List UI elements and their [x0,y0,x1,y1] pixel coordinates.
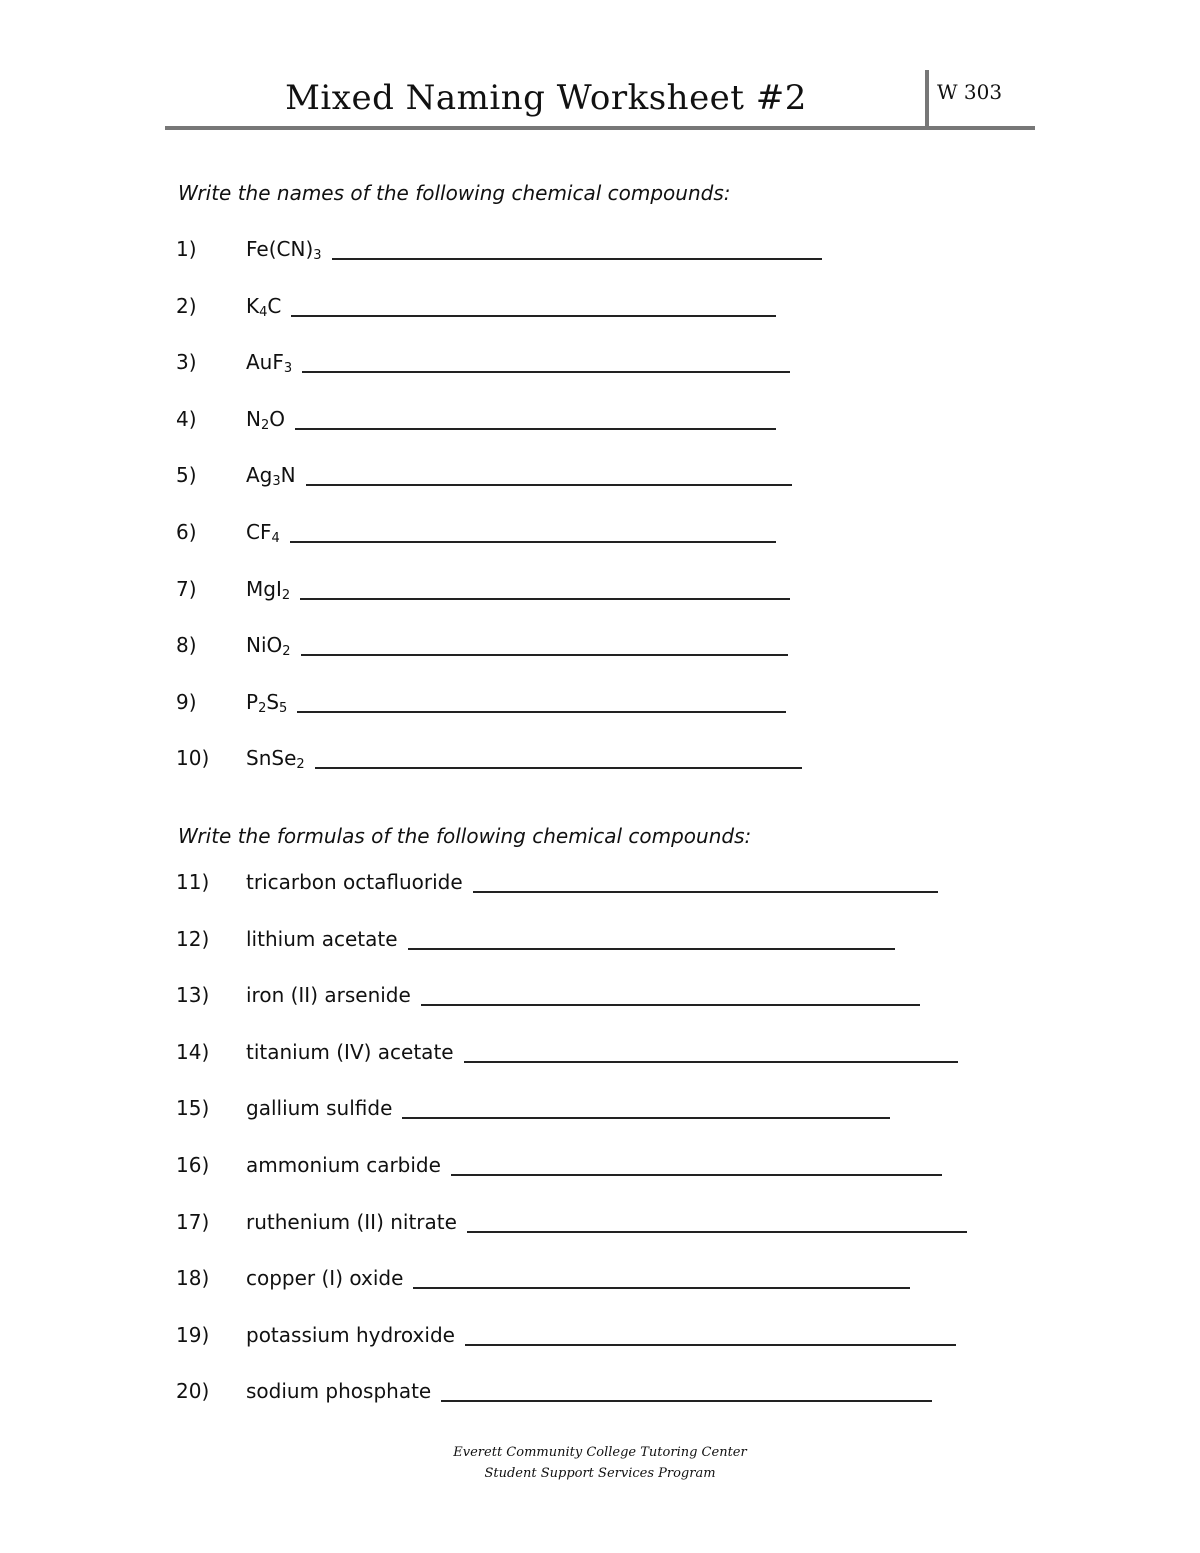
question-item [176,1150,996,1180]
question-item [176,460,996,490]
question-item [176,924,996,954]
question-item [176,743,996,773]
question-item [176,574,996,604]
question-prompt: $N_2O$ [246,406,285,433]
question-item [176,1207,996,1237]
question-number: 5) [176,463,197,488]
question-item [176,1320,996,1350]
question-number: 7) [176,576,197,601]
question-prompt: $CF_4$ [246,520,280,546]
header-divider-horizontal [165,126,1035,130]
answer-blank[interactable] [302,371,790,373]
question-prompt: $Fe(CN)_3$ [246,237,322,263]
question-number: 11) [176,870,210,894]
question-prompt: sodium phosphate [246,1379,432,1404]
answer-blank[interactable] [306,484,792,486]
question-prompt: ruthenium (II) nitrate [246,1209,457,1234]
question-prompt: NiO$_2$ [246,633,291,660]
question-number: 12) [176,926,210,951]
question-number: 14) [176,1039,210,1064]
header-divider-vertical [925,70,929,130]
answer-blank[interactable] [451,1174,942,1176]
answer-blank[interactable] [421,1004,920,1006]
question-number: 6) [176,520,197,544]
question-item [176,1093,996,1123]
answer-blank[interactable] [408,948,895,950]
footer-line-1: Everett Community College Tutoring Center [453,1445,747,1460]
footer-line-2: Student Support Services Program [484,1466,716,1481]
question-prompt: AuF$_3$ [246,350,293,377]
question-item [176,630,996,660]
question-number: 10) [176,746,210,771]
question-prompt: gallium sulfide [246,1096,393,1121]
question-number: 3) [176,350,197,375]
question-number: 9) [176,689,197,714]
question-number: 2) [176,293,197,318]
worksheet-header [165,70,1035,130]
question-number: 13) [176,983,210,1008]
section1-instruction: Write the names of the following chemical compounds: [178,181,731,205]
question-number: 20) [176,1379,210,1404]
answer-blank[interactable] [290,541,776,543]
answer-blank[interactable] [464,1061,958,1063]
answer-blank[interactable] [315,767,802,769]
answer-blank[interactable] [332,258,822,260]
question-number: 17) [176,1209,210,1234]
question-item [176,347,996,377]
footer [0,1442,1200,1484]
question-prompt: lithium acetate [246,926,398,951]
answer-blank[interactable] [473,891,938,893]
question-item [176,867,996,897]
answer-blank[interactable] [465,1344,956,1346]
question-prompt: $P_2S_5$ [246,689,288,716]
answer-blank[interactable] [300,598,790,600]
question-item [176,687,996,717]
question-prompt: SnSe$_2$ [246,746,305,773]
question-prompt: copper (I) oxide [246,1266,404,1291]
answer-blank[interactable] [441,1400,932,1402]
question-prompt: iron (II) arsenide [246,983,411,1008]
question-item [176,517,996,547]
answer-blank[interactable] [413,1287,910,1289]
question-prompt: ammonium carbide [246,1153,441,1177]
question-number: 8) [176,633,197,658]
question-prompt: potassium hydroxide [246,1322,455,1347]
question-item [176,234,996,264]
question-number: 19) [176,1322,210,1347]
answer-blank[interactable] [402,1117,890,1119]
question-number: 16) [176,1153,210,1177]
question-prompt: MgI$_2$ [246,576,291,603]
question-item [176,1037,996,1067]
course-code: W 303 [937,80,1003,104]
question-item [176,291,996,321]
question-prompt: $K_4C$ [246,293,282,320]
question-number: 1) [176,237,197,261]
question-item [176,980,996,1010]
question-item [176,1263,996,1293]
question-number: 18) [176,1266,210,1291]
answer-blank[interactable] [291,315,776,317]
question-item [176,1376,996,1406]
answer-blank[interactable] [301,654,788,656]
answer-blank[interactable] [467,1231,967,1233]
question-number: 15) [176,1096,210,1121]
question-prompt: titanium (IV) acetate [246,1039,454,1064]
question-prompt: $Ag_3N$ [246,463,296,490]
question-number: 4) [176,406,197,431]
page-title: Mixed Naming Worksheet #2 [285,78,807,118]
question-item [176,404,996,434]
question-prompt: tricarbon octafluoride [246,870,463,894]
answer-blank[interactable] [297,711,786,713]
answer-blank[interactable] [295,428,776,430]
section2-instruction: Write the formulas of the following chemical compounds: [178,824,752,848]
